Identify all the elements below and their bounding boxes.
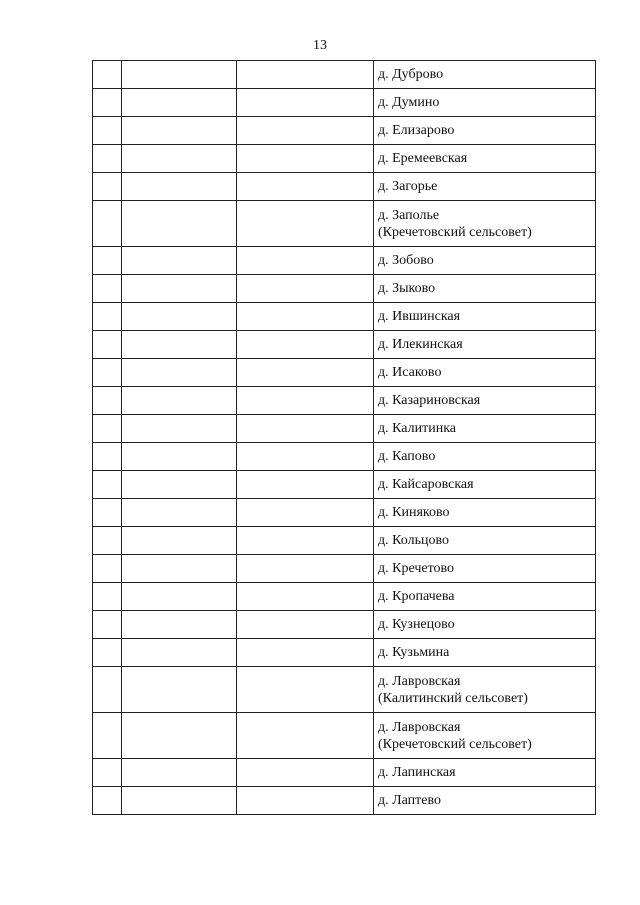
table-row (93, 303, 596, 331)
settlement-cell (374, 499, 596, 527)
table-row (93, 247, 596, 275)
empty-cell (93, 387, 122, 415)
settlement-cell (374, 247, 596, 275)
empty-cell (93, 89, 122, 117)
empty-cell (93, 527, 122, 555)
empty-cell (237, 499, 374, 527)
settlement-council-note: (Кречетовский сельсовет) (378, 224, 532, 240)
page-number: 13 (313, 38, 327, 53)
settlement-name: д. Кречетово (378, 561, 455, 576)
settlement-name: д. Еремеевская (378, 151, 468, 166)
empty-cell (122, 359, 237, 387)
settlement-name: д. Ившинская (378, 309, 461, 324)
settlement-name: д. Кузьмина (378, 645, 450, 660)
settlement-name: д. Кропачева (378, 589, 455, 604)
table-row (93, 583, 596, 611)
empty-cell (93, 639, 122, 667)
settlement-name: д. Зыково (378, 281, 436, 296)
settlement-name: д. Лаптево (378, 793, 441, 808)
empty-cell (122, 331, 237, 359)
table-row (93, 173, 596, 201)
settlement-council-note: (Кречетовский сельсовет) (378, 736, 532, 752)
settlement-council-note: (Калитинский сельсовет) (378, 690, 528, 706)
settlement-name: д. Зобово (378, 253, 434, 268)
empty-cell (237, 117, 374, 145)
empty-cell (93, 667, 122, 713)
settlement-cell (374, 303, 596, 331)
table-row (93, 667, 596, 713)
table-row (93, 201, 596, 247)
settlement-name: д. Казариновская (378, 393, 481, 408)
table-row (93, 713, 596, 759)
empty-cell (237, 275, 374, 303)
empty-cell (122, 583, 237, 611)
empty-cell (237, 759, 374, 787)
empty-cell (122, 89, 237, 117)
table-row (93, 359, 596, 387)
settlement-name: д. Лавровская (378, 719, 461, 735)
settlement-cell (374, 145, 596, 173)
empty-cell (237, 713, 374, 759)
empty-cell (237, 415, 374, 443)
empty-cell (122, 471, 237, 499)
settlement-name: д. Киняково (378, 505, 450, 520)
settlement-name: д. Лапинская (378, 765, 456, 780)
table-row (93, 759, 596, 787)
empty-cell (93, 471, 122, 499)
settlement-name: д. Калитинка (378, 421, 456, 436)
empty-cell (237, 387, 374, 415)
table-row (93, 471, 596, 499)
empty-cell (237, 639, 374, 667)
settlement-cell (374, 611, 596, 639)
table-row (93, 331, 596, 359)
empty-cell (237, 667, 374, 713)
settlement-cell (374, 415, 596, 443)
empty-cell (93, 499, 122, 527)
empty-cell (93, 555, 122, 583)
settlement-name: д. Илекинская (378, 337, 463, 352)
empty-cell (122, 275, 237, 303)
empty-cell (237, 89, 374, 117)
empty-cell (122, 555, 237, 583)
empty-cell (237, 247, 374, 275)
empty-cell (122, 611, 237, 639)
settlement-name: д. Кольцово (378, 533, 449, 548)
empty-cell (237, 555, 374, 583)
settlement-cell (374, 359, 596, 387)
settlement-cell (374, 713, 596, 759)
settlement-name: д. Думино (378, 95, 440, 110)
empty-cell (122, 759, 237, 787)
empty-cell (237, 201, 374, 247)
settlement-name: д. Дуброво (378, 67, 444, 82)
settlement-cell (374, 117, 596, 145)
empty-cell (122, 387, 237, 415)
empty-cell (237, 527, 374, 555)
empty-cell (122, 145, 237, 173)
empty-cell (122, 303, 237, 331)
table-row (93, 527, 596, 555)
empty-cell (93, 303, 122, 331)
empty-cell (237, 359, 374, 387)
table-row (93, 611, 596, 639)
empty-cell (93, 611, 122, 639)
settlement-name: д. Заполье (378, 207, 440, 223)
settlement-cell (374, 331, 596, 359)
settlement-cell (374, 443, 596, 471)
empty-cell (122, 61, 237, 89)
settlement-cell (374, 759, 596, 787)
empty-cell (122, 713, 237, 759)
empty-cell (93, 61, 122, 89)
table-row (93, 499, 596, 527)
settlement-cell (374, 639, 596, 667)
empty-cell (122, 667, 237, 713)
empty-cell (122, 415, 237, 443)
settlement-name: д. Загорье (378, 179, 438, 194)
empty-cell (237, 611, 374, 639)
empty-cell (93, 117, 122, 145)
empty-cell (93, 583, 122, 611)
empty-cell (237, 145, 374, 173)
empty-cell (93, 247, 122, 275)
settlement-cell (374, 61, 596, 89)
empty-cell (122, 247, 237, 275)
settlement-name: д. Елизарово (378, 123, 455, 138)
settlement-cell (374, 667, 596, 713)
empty-cell (93, 145, 122, 173)
empty-cell (93, 443, 122, 471)
empty-cell (237, 331, 374, 359)
empty-cell (122, 443, 237, 471)
table-row (93, 387, 596, 415)
table-row (93, 415, 596, 443)
settlement-cell (374, 201, 596, 247)
settlement-cell (374, 387, 596, 415)
table-row (93, 145, 596, 173)
settlement-cell (374, 89, 596, 117)
table-row (93, 443, 596, 471)
empty-cell (93, 201, 122, 247)
table-row (93, 275, 596, 303)
empty-cell (237, 303, 374, 331)
empty-cell (122, 117, 237, 145)
empty-cell (93, 713, 122, 759)
empty-cell (237, 583, 374, 611)
settlements-table-body (93, 61, 596, 815)
settlement-cell (374, 555, 596, 583)
empty-cell (237, 443, 374, 471)
settlement-name: д. Лавровская (378, 673, 461, 689)
settlement-name: д. Капово (378, 449, 436, 464)
empty-cell (237, 787, 374, 815)
empty-cell (93, 331, 122, 359)
settlements-table (92, 60, 596, 815)
empty-cell (122, 787, 237, 815)
empty-cell (122, 527, 237, 555)
empty-cell (93, 787, 122, 815)
table-row (93, 89, 596, 117)
table-row (93, 787, 596, 815)
table-row (93, 639, 596, 667)
settlement-cell (374, 471, 596, 499)
empty-cell (93, 275, 122, 303)
settlement-name: д. Исаково (378, 365, 442, 380)
settlement-cell (374, 583, 596, 611)
empty-cell (93, 759, 122, 787)
empty-cell (93, 173, 122, 201)
settlement-cell (374, 173, 596, 201)
settlement-name: д. Кайсаровская (378, 477, 474, 492)
table-row (93, 555, 596, 583)
empty-cell (122, 639, 237, 667)
empty-cell (237, 61, 374, 89)
settlement-cell (374, 787, 596, 815)
empty-cell (237, 173, 374, 201)
empty-cell (93, 415, 122, 443)
empty-cell (122, 173, 237, 201)
settlement-cell (374, 275, 596, 303)
empty-cell (237, 471, 374, 499)
settlement-name: д. Кузнецово (378, 617, 455, 632)
settlement-cell (374, 527, 596, 555)
empty-cell (122, 201, 237, 247)
empty-cell (122, 499, 237, 527)
table-row (93, 117, 596, 145)
table-row (93, 61, 596, 89)
empty-cell (93, 359, 122, 387)
